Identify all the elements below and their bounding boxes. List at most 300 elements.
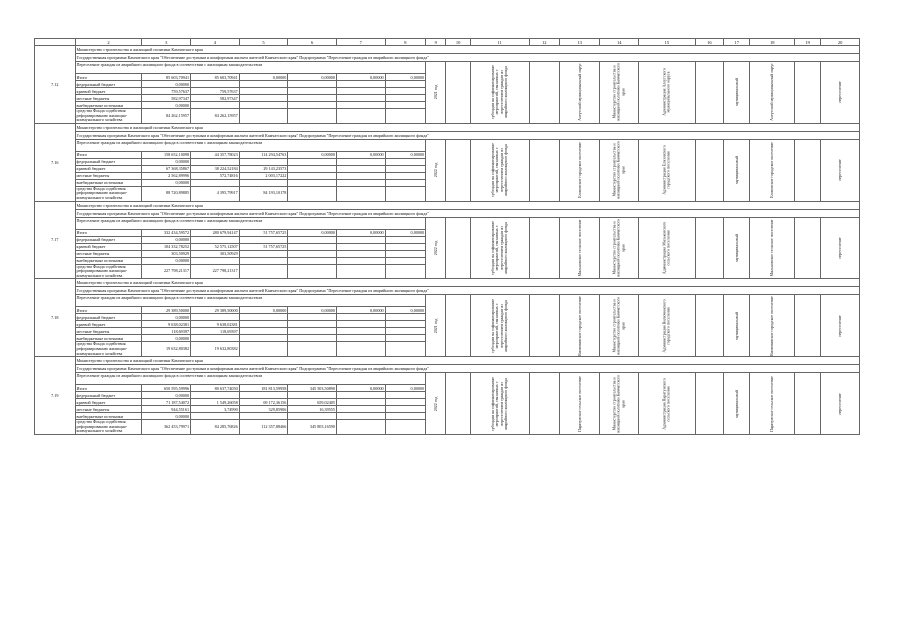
financing-value xyxy=(191,335,240,342)
financing-value xyxy=(288,102,337,109)
financing-value xyxy=(385,158,426,165)
financing-value xyxy=(288,413,337,420)
ministry-row xyxy=(35,279,860,287)
financing-value: 80 637,74050 xyxy=(191,385,240,392)
section-row xyxy=(35,62,860,74)
financing-value xyxy=(336,420,385,435)
column-number-cell: 12 xyxy=(529,39,559,46)
financing-value xyxy=(239,321,288,328)
municipality-cell xyxy=(559,295,600,357)
financing-value xyxy=(191,392,240,399)
financing-value xyxy=(385,179,426,186)
financing-value xyxy=(336,158,385,165)
financing-value xyxy=(385,172,426,179)
administration-cell xyxy=(638,62,695,124)
financing-value xyxy=(336,81,385,88)
financing-value xyxy=(385,95,426,102)
financing-value: 85 603,70941 xyxy=(142,74,191,81)
financing-value xyxy=(239,236,288,243)
financing-label: Итого xyxy=(75,307,142,314)
financing-value: 29 143,23573 xyxy=(239,165,288,172)
municipality-repeat-cell-text: Алеутский муниципальный округ xyxy=(769,63,774,122)
result-cell-text: субсидии на софинансирование мероприятий, связанных с переселением граждан из аварийного жилищного фонда xyxy=(489,376,509,431)
program-row xyxy=(35,54,860,62)
financing-value xyxy=(336,264,385,279)
financing-value: 759,57637 xyxy=(142,88,191,95)
form-cell xyxy=(821,217,860,279)
financing-label: Итого xyxy=(75,151,142,158)
financing-value: 0,00000 xyxy=(142,179,191,186)
financing-value xyxy=(288,165,337,172)
financing-value xyxy=(288,335,337,342)
financing-value xyxy=(288,250,337,257)
financing-value: 303,50929 xyxy=(142,250,191,257)
financing-value: 51 757,65725 xyxy=(239,229,288,236)
municipality-cell xyxy=(559,217,600,279)
financing-value xyxy=(191,158,240,165)
column-number-cell xyxy=(35,39,76,46)
financing-value xyxy=(336,88,385,95)
column-number-cell: 10 xyxy=(446,39,470,46)
financing-value xyxy=(385,81,426,88)
form-cell xyxy=(821,373,860,435)
financing-value xyxy=(288,158,337,165)
financing-value: 759,57637 xyxy=(191,88,240,95)
column-number-cell: 7 xyxy=(336,39,385,46)
ministry-row xyxy=(35,123,860,131)
financing-value: 0,00000 xyxy=(288,151,337,158)
okrug-type-cell-text: муниципальный xyxy=(733,389,739,418)
ministry-cell-text: Министерство строительства и жилищной политики Камчатского края xyxy=(611,63,626,122)
financing-label: местные бюджеты xyxy=(75,250,142,257)
form-cell xyxy=(821,62,860,124)
financing-label: краевой бюджет xyxy=(75,321,142,328)
financing-value: 104 332,78252 xyxy=(142,243,191,250)
municipality-repeat-cell xyxy=(750,373,795,435)
financing-value xyxy=(239,314,288,321)
financing-value xyxy=(336,321,385,328)
financing-value: 158 652,10098 xyxy=(142,151,191,158)
column-number-cell: 9 xyxy=(426,39,446,46)
financing-value: 0,00000 xyxy=(142,236,191,243)
ministry-cell xyxy=(600,139,639,201)
financing-value xyxy=(239,250,288,257)
result-cell-text: субсидии на софинансирование мероприятий, связанных с переселением граждан из аварийного жилищного фонда xyxy=(489,220,509,275)
section-title: Переселение граждан из аварийного жилищного фонда в соответствии с жилищным законодательством xyxy=(75,62,426,74)
column-number-cell: 18 xyxy=(750,39,795,46)
financing-value: 0,00000 xyxy=(385,229,426,236)
financing-label: средства Фонда содействия реформированию жилищно-коммунального хозяйства xyxy=(75,264,142,279)
budget-table xyxy=(34,38,860,435)
financing-value xyxy=(336,413,385,420)
municipality-repeat-cell-text: Мильковское сельское поселение xyxy=(769,219,774,277)
financing-value xyxy=(385,321,426,328)
year-cell-text: 2022 год xyxy=(432,162,438,178)
ministry-cell xyxy=(600,295,639,357)
empty-cell xyxy=(529,217,559,279)
column-number-row xyxy=(35,39,860,46)
financing-value: 181 813,59958 xyxy=(239,385,288,392)
financing-value xyxy=(239,413,288,420)
financing-value: 0,00000 xyxy=(142,335,191,342)
result-cell-text: субсидии на софинансирование мероприятий, связанных с переселением граждан из аварийного жилищного фонда xyxy=(489,65,509,120)
financing-value: 19 632,80382 xyxy=(191,342,240,357)
financing-value: 0,00000 xyxy=(239,74,288,81)
section-title: Переселение граждан из аварийного жилищного фонда в соответствии с жилищным законодательством xyxy=(75,373,426,385)
financing-label: внебюджетные источники xyxy=(75,179,142,186)
financing-value: 16,39555 xyxy=(288,406,337,413)
financing-value xyxy=(288,243,337,250)
ministry-title: Министерство строительства и жилищной политики Камчатского края xyxy=(75,279,859,287)
financing-value: 69 172,36156 xyxy=(239,399,288,406)
empty-cell xyxy=(446,373,470,435)
block-number: 7.12 xyxy=(35,46,76,124)
financing-label: средства Фонда содействия реформированию жилищно-коммунального хозяйства xyxy=(75,186,142,201)
empty-cell xyxy=(695,62,723,124)
financing-label: федеральный бюджет xyxy=(75,236,142,243)
municipality-repeat-cell xyxy=(750,217,795,279)
financing-value: 1 549,26058 xyxy=(191,399,240,406)
financing-value xyxy=(385,420,426,435)
financing-value xyxy=(385,314,426,321)
column-number-cell: 14 xyxy=(600,39,639,46)
year-cell-text: 2021 год xyxy=(432,85,438,100)
financing-label: местные бюджеты xyxy=(75,95,142,102)
section-title: Переселение граждан из аварийного жилищного фонда в соответствии с жилищным законодательством xyxy=(75,217,426,229)
ministry-title: Министерство строительства и жилищной политики Камчатского края xyxy=(75,46,859,54)
financing-value xyxy=(385,413,426,420)
financing-value: 582,97347 xyxy=(191,95,240,102)
result-cell-text: субсидии на софинансирование мероприятий, связанных с переселением граждан из аварийного жилищного фонда xyxy=(489,143,509,198)
financing-value: 29 389,50000 xyxy=(142,307,191,314)
financing-value: 0,00000 xyxy=(385,151,426,158)
ministry-cell-text: Министерство строительства и жилищной политики Камчатского края xyxy=(611,296,626,355)
financing-value xyxy=(239,88,288,95)
financing-value xyxy=(288,257,337,264)
financing-value xyxy=(336,257,385,264)
financing-label: местные бюджеты xyxy=(75,406,142,413)
financing-value: 71 187,54072 xyxy=(142,399,191,406)
section-row xyxy=(35,373,860,385)
financing-label: Итого xyxy=(75,229,142,236)
empty-cell xyxy=(795,295,821,357)
empty-cell xyxy=(695,295,723,357)
financing-value xyxy=(385,165,426,172)
financing-value xyxy=(288,321,337,328)
okrug-type-cell xyxy=(724,373,750,435)
financing-value: 51 757,65725 xyxy=(239,243,288,250)
financing-value: 84 285,76826 xyxy=(191,420,240,435)
okrug-type-cell-text: муниципальный xyxy=(733,156,739,185)
ministry-title: Министерство строительства и жилищной политики Камчатского края xyxy=(75,123,859,131)
program-row xyxy=(35,365,860,373)
financing-value xyxy=(288,95,337,102)
financing-label: краевой бюджет xyxy=(75,88,142,95)
financing-value xyxy=(385,250,426,257)
financing-value: 2 003,17222 xyxy=(239,172,288,179)
financing-label: краевой бюджет xyxy=(75,165,142,172)
financing-value xyxy=(239,158,288,165)
form-cell-text: переселение xyxy=(836,159,842,181)
financing-value xyxy=(288,172,337,179)
result-cell xyxy=(470,295,529,357)
financing-value xyxy=(336,392,385,399)
financing-value xyxy=(288,88,337,95)
municipality-repeat-cell xyxy=(750,62,795,124)
financing-label: средства Фонда содействия реформированию жилищно-коммунального хозяйства xyxy=(75,420,142,435)
financing-value: 0,00000 xyxy=(142,158,191,165)
financing-value: 362 453,79971 xyxy=(142,420,191,435)
column-number-cell: 19 xyxy=(795,39,821,46)
financing-value: 38 224,52184 xyxy=(191,165,240,172)
column-number-cell: 11 xyxy=(470,39,529,46)
financing-value xyxy=(336,109,385,124)
financing-value xyxy=(239,179,288,186)
ministry-title: Министерство строительства и жилищной политики Камчатского края xyxy=(75,357,859,365)
financing-label: средства Фонда содействия реформированию жилищно-коммунального хозяйства xyxy=(75,109,142,124)
financing-value xyxy=(191,236,240,243)
empty-cell xyxy=(695,373,723,435)
empty-cell xyxy=(695,139,723,201)
financing-value xyxy=(336,342,385,357)
block-number: 7.18 xyxy=(35,279,76,357)
financing-value: 88 720,89885 xyxy=(142,186,191,201)
financing-value xyxy=(336,186,385,201)
empty-cell xyxy=(795,217,821,279)
okrug-type-cell-text: муниципальный xyxy=(733,234,739,262)
financing-value xyxy=(336,328,385,335)
ministry-cell-text: Министерство строительства и жилищной политики Камчатского края xyxy=(611,141,626,200)
financing-value: 0,00000 xyxy=(336,385,385,392)
financing-value: 44 357,78023 xyxy=(191,151,240,158)
section-row xyxy=(35,139,860,151)
form-cell xyxy=(821,139,860,201)
financing-label: средства Фонда содействия реформированию жилищно-коммунального хозяйства xyxy=(75,342,142,357)
financing-value xyxy=(336,179,385,186)
financing-value xyxy=(336,399,385,406)
empty-cell xyxy=(795,62,821,124)
financing-value: 332 434,59572 xyxy=(142,229,191,236)
ministry-cell xyxy=(600,373,639,435)
year-cell xyxy=(426,373,446,435)
financing-value xyxy=(385,399,426,406)
municipality-cell xyxy=(559,62,600,124)
financing-label: Итого xyxy=(75,385,142,392)
column-number-cell: 17 xyxy=(724,39,750,46)
financing-value xyxy=(336,243,385,250)
financing-value xyxy=(336,236,385,243)
financing-value xyxy=(239,95,288,102)
program-title: Государственная программа Камчатского края "Обеспечение доступным и комфортным жильем жителей Камчатского края" Подпрограмма "Переселение граждан из аварийного жилищного фонда" xyxy=(75,131,859,139)
financing-label: внебюджетные источники xyxy=(75,102,142,109)
empty-cell xyxy=(529,295,559,357)
financing-value xyxy=(336,95,385,102)
financing-value: 29 389,50000 xyxy=(191,307,240,314)
financing-value: 303,50929 xyxy=(191,250,240,257)
financing-value: 0,00000 xyxy=(288,229,337,236)
financing-value xyxy=(239,335,288,342)
financing-value: 227 798,21317 xyxy=(142,264,191,279)
financing-value: 67 368,35867 xyxy=(142,165,191,172)
financing-value xyxy=(239,102,288,109)
form-cell-text: переселение xyxy=(836,392,842,415)
financing-value: 659,02405 xyxy=(288,399,337,406)
financing-value xyxy=(288,179,337,186)
financing-value xyxy=(288,81,337,88)
administration-cell xyxy=(638,217,695,279)
ministry-title: Министерство строительства и жилищной политики Камчатского края xyxy=(75,201,859,209)
ministry-row xyxy=(35,201,860,209)
financing-value xyxy=(239,328,288,335)
financing-value: 650 595,59996 xyxy=(142,385,191,392)
financing-value: 3,74990 xyxy=(191,406,240,413)
financing-value: 0,00000 xyxy=(336,74,385,81)
financing-label: местные бюджеты xyxy=(75,172,142,179)
empty-cell xyxy=(795,139,821,201)
financing-value: 0,00000 xyxy=(385,74,426,81)
financing-value xyxy=(288,109,337,124)
financing-value xyxy=(288,392,337,399)
result-cell xyxy=(470,139,529,201)
empty-cell xyxy=(529,373,559,435)
administration-cell-text: Администрация Паратунского сельского поселения xyxy=(661,377,671,430)
financing-value xyxy=(336,172,385,179)
section-row xyxy=(35,295,860,307)
empty-cell xyxy=(529,62,559,124)
okrug-type-cell-text: муниципальный xyxy=(733,78,739,107)
financing-value xyxy=(191,179,240,186)
form-cell-text: переселение xyxy=(836,81,842,103)
financing-value: 0,00000 xyxy=(142,81,191,88)
financing-value xyxy=(385,186,426,201)
column-number-cell: 20 xyxy=(821,39,860,46)
result-cell xyxy=(470,62,529,124)
financing-value xyxy=(385,328,426,335)
financing-value: 280 679,94147 xyxy=(191,229,240,236)
financing-label: федеральный бюджет xyxy=(75,314,142,321)
program-title: Государственная программа Камчатского края "Обеспечение доступным и комфортным жильем жителей Камчатского края" Подпрограмма "Переселение граждан из аварийного жилищного фонда" xyxy=(75,209,859,217)
financing-value: 345 503,50890 xyxy=(288,385,337,392)
financing-value xyxy=(385,335,426,342)
municipality-repeat-cell-text: Паратунское сельское поселение xyxy=(769,375,774,432)
financing-value: 0,00000 xyxy=(142,102,191,109)
financing-value: 84 262,15957 xyxy=(191,109,240,124)
financing-value: 0,00000 xyxy=(142,413,191,420)
financing-value xyxy=(239,81,288,88)
financing-value xyxy=(239,109,288,124)
financing-value xyxy=(288,264,337,279)
financing-value: 118,69397 xyxy=(191,328,240,335)
empty-cell xyxy=(446,295,470,357)
ministry-cell xyxy=(600,217,639,279)
financing-label: Итого xyxy=(75,74,142,81)
financing-value: 2 562,89996 xyxy=(142,172,191,179)
financing-value xyxy=(191,81,240,88)
block-number: 7.19 xyxy=(35,357,76,435)
okrug-type-cell xyxy=(724,217,750,279)
program-row xyxy=(35,209,860,217)
administration-cell-text: Администрация Елизовского городского поселения xyxy=(661,145,671,195)
financing-value: 0,00000 xyxy=(239,307,288,314)
municipality-cell-text: Алеутский муниципальный округ xyxy=(576,63,582,122)
financing-label: краевой бюджет xyxy=(75,399,142,406)
empty-cell xyxy=(529,139,559,201)
ministry-cell xyxy=(600,62,639,124)
financing-value xyxy=(385,243,426,250)
financing-value xyxy=(239,264,288,279)
municipality-cell xyxy=(559,373,600,435)
section-row xyxy=(35,217,860,229)
okrug-type-cell-text: муниципальный xyxy=(733,311,739,340)
financing-value xyxy=(385,257,426,264)
column-number-cell: 5 xyxy=(239,39,288,46)
ministry-cell-text: Министерство строительства и жилищной политики Камчатского края xyxy=(611,374,626,433)
financing-value xyxy=(288,314,337,321)
financing-value xyxy=(336,250,385,257)
municipality-cell-text: Вилючинское городское поселение xyxy=(576,295,582,356)
financing-value: 0,00000 xyxy=(336,229,385,236)
financing-value xyxy=(385,392,426,399)
financing-value: 0,00000 xyxy=(142,392,191,399)
financing-value: 0,00000 xyxy=(288,307,337,314)
administration-cell-text: Администрация Алеутского муниципального округа xyxy=(661,68,671,117)
administration-cell xyxy=(638,139,695,201)
year-cell xyxy=(426,62,446,124)
financing-value: 118,69397 xyxy=(142,328,191,335)
financing-value: 52 575,12507 xyxy=(191,243,240,250)
year-cell-text: 2022 год xyxy=(432,396,438,411)
financing-label: местные бюджеты xyxy=(75,328,142,335)
financing-label: внебюджетные источники xyxy=(75,413,142,420)
section-title: Переселение граждан из аварийного жилищного фонда в соответствии с жилищным законодательством xyxy=(75,139,426,151)
column-number-cell: 15 xyxy=(638,39,695,46)
financing-value xyxy=(288,186,337,201)
result-cell xyxy=(470,217,529,279)
form-cell-text: переселение xyxy=(836,315,842,337)
program-title: Государственная программа Камчатского края "Обеспечение доступным и комфортным жильем жителей Камчатского края" Подпрограмма "Переселение граждан из аварийного жилищного фонда" xyxy=(75,365,859,373)
financing-value xyxy=(239,342,288,357)
financing-value: 0,00000 xyxy=(336,307,385,314)
financing-value xyxy=(288,342,337,357)
program-title: Государственная программа Камчатского края "Обеспечение доступным и комфортным жильем жителей Камчатского края" Подпрограмма "Переселение граждан из аварийного жилищного фонда" xyxy=(75,287,859,295)
financing-value xyxy=(336,335,385,342)
financing-value xyxy=(385,264,426,279)
financing-value xyxy=(385,406,426,413)
financing-value xyxy=(336,102,385,109)
financing-value: 345 803,16590 xyxy=(288,420,337,435)
financing-value xyxy=(239,257,288,264)
block-number: 7.16 xyxy=(35,123,76,201)
result-cell-text: субсидии на софинансирование мероприятий, связанных с переселением граждан из аварийного жилищного фонда xyxy=(489,298,509,353)
result-cell xyxy=(470,373,529,435)
financing-value xyxy=(191,102,240,109)
ministry-row xyxy=(35,357,860,365)
financing-value xyxy=(336,406,385,413)
empty-cell xyxy=(795,373,821,435)
municipality-repeat-cell-text: Елизовское городское поселение xyxy=(769,142,774,199)
financing-value: 0,00000 xyxy=(288,74,337,81)
empty-cell xyxy=(446,139,470,201)
financing-value: 4 395,79917 xyxy=(191,186,240,201)
year-cell-text: 2021 год xyxy=(432,318,438,333)
financing-value xyxy=(385,109,426,124)
column-number-cell: 6 xyxy=(288,39,337,46)
financing-value: 9 638,02381 xyxy=(142,321,191,328)
financing-value: 85 603,70941 xyxy=(191,74,240,81)
financing-value: 0,00000 xyxy=(385,307,426,314)
municipality-cell-text: Мильковское сельское поселение xyxy=(576,219,582,277)
financing-value: 227 798,21317 xyxy=(191,264,240,279)
